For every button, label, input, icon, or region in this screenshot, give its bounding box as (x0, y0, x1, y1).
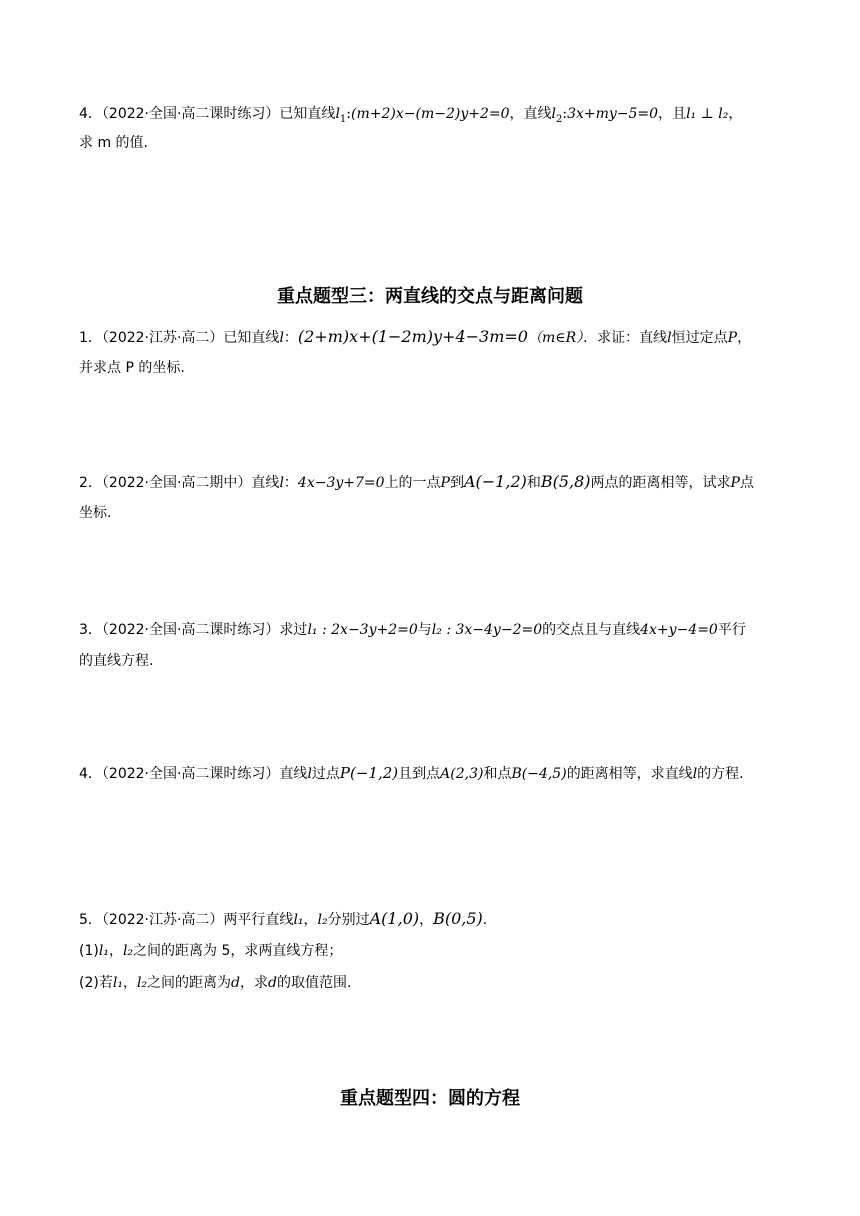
math-symbol: l (335, 106, 340, 122)
math-equation: l₂ : 3x−4y−2=0 (431, 622, 543, 638)
question-text: 5．（2022·江苏·高二）两平行直线 (79, 912, 294, 928)
question-text: 的取值范围. (276, 975, 352, 991)
question-text: 并求点 P 的坐标. (79, 360, 185, 376)
math-subscript: 1 (339, 113, 347, 125)
math-symbol: l (279, 330, 284, 346)
question-text: 2．（2022·全国·高二期中）直线 (79, 475, 280, 491)
question-text: 3．（2022·全国·高二课时练习）求过 (79, 622, 308, 638)
math-point: P(−1,2) (339, 764, 399, 782)
section-title: 重点题型四：圆的方程 (340, 1088, 520, 1109)
section-heading (0, 1086, 860, 1112)
math-point: B(5,8) (540, 472, 591, 491)
question-text: ，求 (240, 975, 268, 991)
math-point: A(2,3) (440, 766, 484, 782)
math-colon: : (562, 106, 568, 122)
question-4-line1 (79, 104, 742, 130)
question-text: 两点的距离相等，试求 (590, 475, 731, 491)
math-symbol: l₁ (112, 975, 123, 991)
question-text: 4．（2022·全国·高二课时练习）已知直线 (79, 106, 336, 122)
question-text: 求 m 的值. (79, 135, 148, 151)
section-heading (0, 284, 860, 310)
math-symbol: d (231, 975, 240, 991)
question-text: 与 (417, 622, 432, 638)
question-text: ，且 (658, 106, 687, 122)
s3-question-1-line1 (79, 327, 751, 348)
s3-question-5-part2 (79, 973, 351, 993)
question-text: ，直线 (509, 106, 552, 122)
math-equation: 3x+my−5=0 (567, 106, 659, 122)
math-symbol: l₂ (317, 912, 328, 928)
math-symbol: l₂ (122, 943, 134, 959)
math-equation: 4x−3y+7=0 (297, 475, 385, 491)
math-symbol: l₁ (293, 912, 304, 928)
question-text: 坐标. (79, 505, 112, 521)
section-title: 重点题型三：两直线的交点与距离问题 (277, 286, 583, 307)
math-symbol: l₁ (98, 943, 109, 959)
question-text: 到 (449, 475, 464, 491)
math-symbol: P (727, 330, 738, 346)
question-text: ， (737, 330, 752, 346)
s3-question-4-line1 (79, 763, 744, 784)
math-symbol: l (551, 106, 556, 122)
math-expression: l₁ ⊥ l₂ (686, 106, 729, 122)
question-text: 恒过定点 (671, 330, 728, 346)
question-text: 4．（2022·全国·高二课时练习）直线 (79, 766, 308, 782)
question-text: (1) (79, 943, 99, 959)
question-text: 1．（2022·江苏·高二）已知直线 (79, 330, 280, 346)
question-text: (2)若 (79, 975, 113, 991)
s3-question-3-line2 (79, 651, 153, 671)
question-text: 和 (526, 475, 541, 491)
math-symbol: l₂ (136, 975, 148, 991)
math-equation: (2+m)x+(1−2m)y+4−3m=0 (297, 327, 528, 346)
math-point: B(−4,5) (511, 766, 567, 782)
math-symbol: d (268, 975, 277, 991)
s3-question-5-part1 (79, 941, 342, 961)
question-text: ， (419, 912, 434, 928)
math-point: B(0,5) (433, 909, 483, 928)
question-text: ， (122, 975, 137, 991)
question-text: ， (303, 912, 318, 928)
question-text: ， (108, 943, 123, 959)
math-equation: l₁ : 2x−3y+2=0 (307, 622, 418, 638)
s3-question-5-line1 (79, 909, 487, 930)
math-equation: 4x+y−4=0 (640, 622, 718, 638)
question-text: 的距离相等，求直线 (566, 766, 693, 782)
question-text: ： (283, 475, 298, 491)
s3-question-2-line1 (79, 472, 754, 493)
question-text: 的直线方程. (79, 653, 154, 669)
question-text: 上的一点 (384, 475, 441, 491)
question-text: 点 (739, 475, 754, 491)
math-symbol: l (692, 766, 698, 782)
math-symbol: l (307, 766, 312, 782)
question-4-line2 (79, 133, 148, 153)
question-text: 过点 (311, 766, 340, 782)
math-symbol: P (440, 475, 450, 491)
question-text: 的方程. (697, 766, 744, 782)
question-text: 分别过 (327, 912, 370, 928)
math-symbol: l (667, 330, 672, 346)
question-text: 平行 (717, 622, 746, 638)
question-text: 的交点且与直线 (542, 622, 641, 638)
math-condition: （m∈R） (527, 330, 584, 346)
s3-question-2-line2 (79, 503, 111, 523)
math-point: A(1,0) (369, 909, 420, 928)
math-subscript: 2 (555, 113, 563, 125)
question-text: 且到点 (398, 766, 441, 782)
question-text: 之间的距离为 (147, 975, 232, 991)
math-point: A(−1,2) (463, 472, 527, 491)
question-text: ， (728, 106, 743, 122)
question-text: ．求证：直线 (583, 330, 668, 346)
math-symbol: P (730, 475, 740, 491)
s3-question-3-line1 (79, 620, 746, 640)
math-symbol: l (279, 475, 284, 491)
math-equation: (m+2)x−(m−2)y+2=0 (351, 106, 510, 122)
question-text: 之间的距离为 5，求两直线方程； (133, 943, 343, 959)
question-text: . (482, 912, 488, 928)
s3-question-1-line2 (79, 358, 185, 378)
question-text: 和点 (483, 766, 512, 782)
question-text: ： (283, 330, 298, 346)
math-colon: : (346, 106, 352, 122)
